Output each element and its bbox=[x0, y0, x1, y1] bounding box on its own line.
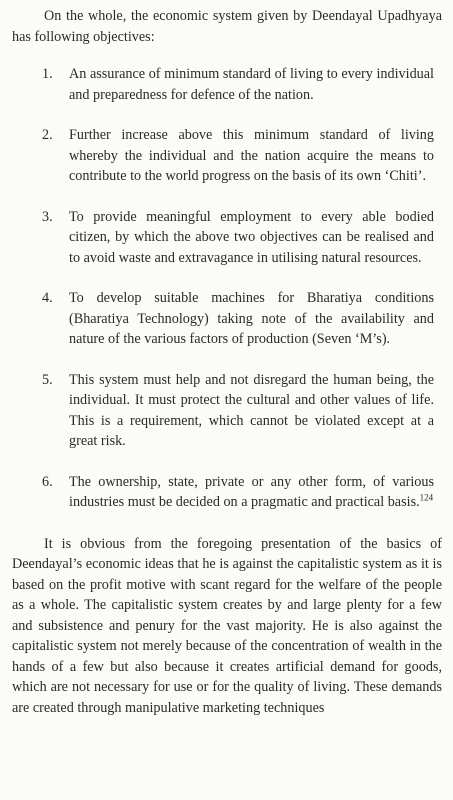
objective-item-6 bbox=[12, 472, 442, 513]
objective-text: To develop suitable machines for Bharatiya conditions (Bharatiya Technology) taking note of the availability and nature of the various factors of production (Seven ‘M’s). bbox=[69, 290, 434, 347]
objective-number: 4. bbox=[42, 290, 53, 306]
objective-text-body: The ownership, state, private or any other form, of various industries must be decided on a pragmatic and practical basis. bbox=[69, 473, 434, 510]
objective-number: 6. bbox=[42, 473, 53, 490]
objective-text bbox=[69, 472, 442, 513]
objective-item-1 bbox=[12, 64, 442, 105]
objective-number: 3. bbox=[42, 208, 53, 225]
objective-text: Further increase above this minimum standard of living whereby the individual and the nation acquire the means to contribute to the world progress on the basis of its own ‘Chiti’. bbox=[69, 127, 434, 184]
objective-number: 5. bbox=[42, 371, 53, 388]
objective-text: This system must help and not disregard the human being, the individual. It must protect the cultural and other values of life. This is a requirement, which cannot be violated except at a great risk. bbox=[69, 371, 434, 449]
objective-item-2 bbox=[12, 125, 442, 187]
objective-number: 1. bbox=[42, 66, 53, 82]
objectives-list bbox=[12, 64, 442, 513]
footnote-reference: 124 bbox=[419, 492, 434, 503]
objective-item-5 bbox=[12, 370, 442, 452]
objective-item-4 bbox=[12, 288, 442, 350]
objective-text: An assurance of minimum standard of living to every individual and preparedness for defence of the nation. bbox=[69, 66, 434, 103]
intro-paragraph: On the whole, the economic system given by Deendayal Upadhyaya has following objectives: bbox=[12, 8, 442, 45]
objective-number: 2. bbox=[42, 127, 53, 143]
objective-item-3 bbox=[12, 207, 442, 269]
closing-paragraph: It is obvious from the foregoing presentation of the basics of Deendayal’s economic ideas that he is against the capitalistic system as it is based on the profit motive with scant regard for the welfare of the people as a whole. The capitalistic system creates by and large plenty for a few and subsistence and penury for the vast majority. He is also against the capitalistic system not merely because of the concentration of wealth in the hands of a few but also because it creates artificial demand for goods, which are not necessary for use or for the quality of living. These demands are created through manipulative marketing techniques bbox=[12, 535, 442, 716]
objective-text: To provide meaningful employment to every able bodied citizen, by which the above two objectives can be realised and to avoid waste and extravagance in utilising natural resources. bbox=[69, 208, 434, 266]
